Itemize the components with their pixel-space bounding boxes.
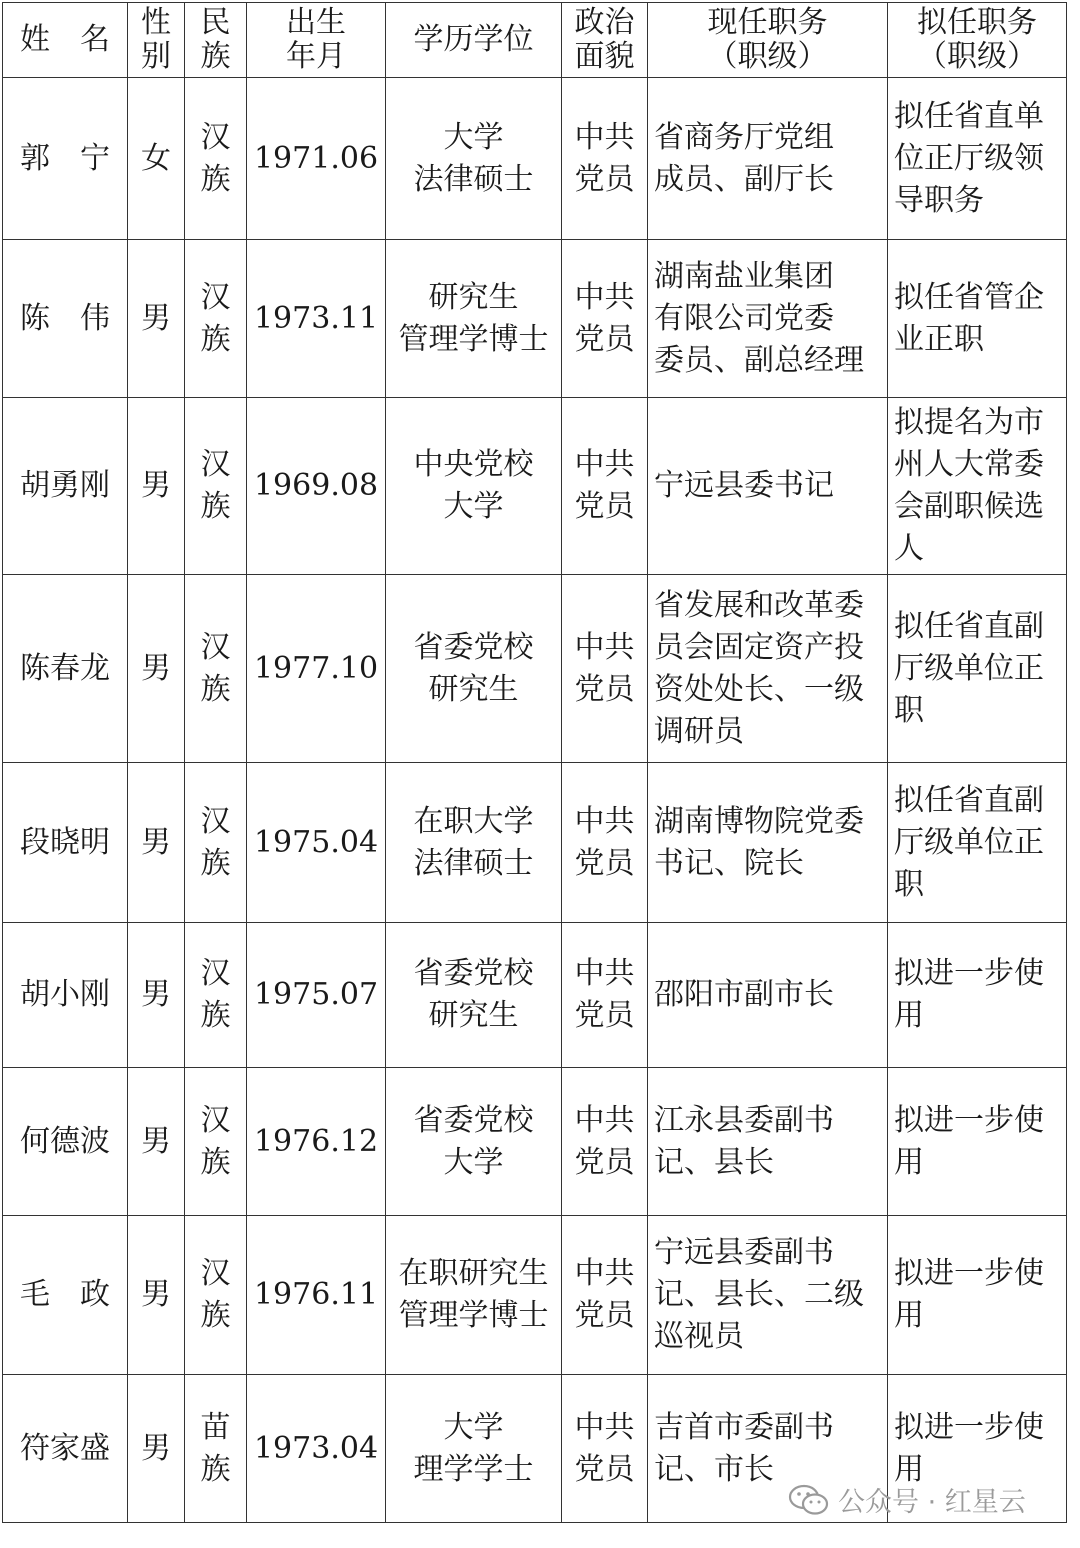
cell-line: 党员 <box>574 161 635 197</box>
cell-name <box>3 240 128 398</box>
cell-line: 党员 <box>574 321 635 357</box>
cell-line: 党员 <box>574 845 635 881</box>
cell-line: 拟任省直副 <box>894 782 1044 818</box>
cell-text: 男 <box>141 1277 171 1312</box>
cell-line: 族 <box>200 321 231 357</box>
cell-proposed <box>888 1216 1067 1375</box>
cell-text: 1976.12 <box>253 1123 379 1159</box>
cell-line: 邵阳市副市长 <box>654 977 834 1012</box>
cell-current <box>648 1216 888 1375</box>
cell-political <box>562 1068 648 1216</box>
cell-text: 1976.11 <box>253 1277 379 1312</box>
cell-name <box>3 78 128 240</box>
cell-line: 党员 <box>574 998 635 1033</box>
cell-ethnicity <box>185 763 247 923</box>
cell-education <box>386 763 562 923</box>
cell-birth <box>247 763 386 923</box>
cell-name <box>3 923 128 1068</box>
cell-ethnicity <box>185 1375 247 1523</box>
header-line: 拟任职务 <box>917 5 1037 40</box>
cell-line: 调研员 <box>654 713 744 749</box>
cell-line: 拟进一步使 <box>894 1102 1044 1138</box>
cell-line: 宁远县委书记 <box>654 468 834 503</box>
cell-ethnicity <box>185 78 247 240</box>
table-row <box>3 1068 1067 1216</box>
cell-line: 吉首市委副书 <box>654 1409 834 1445</box>
cell-line: 记、县长、二级 <box>654 1277 864 1312</box>
header-name <box>3 3 128 78</box>
cell-line: 中共 <box>574 447 635 482</box>
cell-proposed <box>888 1068 1067 1216</box>
cell-birth <box>247 1375 386 1523</box>
cell-line: 中共 <box>574 119 635 155</box>
cell-line: 族 <box>200 845 231 881</box>
cell-current <box>648 1068 888 1216</box>
cell-line: 宁远县委副书 <box>654 1235 834 1270</box>
cell-line: 族 <box>200 161 231 197</box>
cell-text: 1973.04 <box>253 1430 379 1466</box>
cell-education <box>386 1216 562 1375</box>
cell-line: 汉 <box>200 803 231 839</box>
cell-gender <box>128 923 185 1068</box>
header-line: 性 <box>141 5 171 40</box>
table-row <box>3 1216 1067 1375</box>
header-line: 出生 <box>286 5 346 40</box>
cell-text: 符家盛 <box>20 1430 110 1466</box>
cell-line: 厅级单位正 <box>894 824 1044 860</box>
cell-proposed <box>888 78 1067 240</box>
cell-text: 1973.11 <box>253 300 379 336</box>
table-row <box>3 398 1067 575</box>
cell-political <box>562 1375 648 1523</box>
cell-education <box>386 1375 562 1523</box>
cell-line: 拟任省直单 <box>894 98 1044 134</box>
cell-line: 理学学士 <box>413 1451 534 1487</box>
cell-line: 湖南博物院党委 <box>654 803 864 839</box>
cell-current <box>648 763 888 923</box>
header-line: 别 <box>141 39 171 74</box>
cell-line: 用 <box>894 1451 924 1487</box>
cell-line: 导职务 <box>894 182 984 218</box>
cell-line: 拟进一步使 <box>894 1256 1044 1291</box>
cell-line: 汉 <box>200 279 231 315</box>
cell-name <box>3 763 128 923</box>
cell-text: 男 <box>141 1430 171 1466</box>
cell-birth <box>247 575 386 763</box>
header-ethnicity <box>185 3 247 78</box>
cell-line: 大学 <box>443 489 504 524</box>
cell-line: 有限公司党委 <box>654 300 834 336</box>
watermark-text: 公众号 · 红星云 <box>838 1487 1026 1518</box>
cell-line: 族 <box>200 1451 231 1487</box>
cell-line: 党员 <box>574 1298 635 1333</box>
cell-ethnicity <box>185 1068 247 1216</box>
cell-line: 记、县长 <box>654 1144 774 1180</box>
cell-line: 记、市长 <box>654 1451 774 1487</box>
cell-line: 中共 <box>574 803 635 839</box>
header-line: 年月 <box>286 39 346 74</box>
cell-education <box>386 923 562 1068</box>
cell-line: 中央党校 <box>413 447 534 482</box>
cell-line: 委员、副总经理 <box>654 342 864 378</box>
cell-name <box>3 1216 128 1375</box>
cell-gender <box>128 763 185 923</box>
cell-line: 成员、副厅长 <box>654 161 834 197</box>
cell-text: 何德波 <box>20 1123 110 1159</box>
watermark <box>788 1480 1026 1519</box>
cell-ethnicity <box>185 398 247 575</box>
cell-line: 用 <box>894 998 924 1033</box>
cell-gender <box>128 78 185 240</box>
cell-proposed <box>888 240 1067 398</box>
cell-text: 1977.10 <box>253 650 379 686</box>
cell-text: 1975.04 <box>253 824 379 860</box>
cell-line: 资处处长、一级 <box>654 671 864 707</box>
cell-ethnicity <box>185 240 247 398</box>
header-line: 面貌 <box>574 39 635 74</box>
cell-line: 中共 <box>574 279 635 315</box>
cell-line: 党员 <box>574 489 635 524</box>
cell-political <box>562 398 648 575</box>
cell-line: 中共 <box>574 1102 635 1138</box>
cell-line: 汉 <box>200 1102 231 1138</box>
cell-education <box>386 398 562 575</box>
cell-text: 陈春龙 <box>20 650 110 686</box>
cell-line: 州人大常委 <box>894 447 1044 482</box>
cell-line: 员会固定资产投 <box>654 629 864 665</box>
cell-text: 男 <box>141 977 171 1012</box>
cell-line: 大学 <box>443 1144 504 1180</box>
header-row <box>3 3 1067 78</box>
cell-birth <box>247 78 386 240</box>
cell-line: 苗 <box>200 1409 231 1445</box>
cell-proposed <box>888 398 1067 575</box>
header-political <box>562 3 648 78</box>
cell-gender <box>128 240 185 398</box>
wechat-icon <box>788 1483 830 1517</box>
cell-political <box>562 575 648 763</box>
cell-birth <box>247 1068 386 1216</box>
cell-line: 党员 <box>574 671 635 707</box>
cell-ethnicity <box>185 923 247 1068</box>
cell-text: 陈 伟 <box>20 300 110 336</box>
cell-line: 汉 <box>200 119 231 155</box>
cell-birth <box>247 923 386 1068</box>
cell-line: 党员 <box>574 1144 635 1180</box>
cell-text: 男 <box>141 468 171 503</box>
cell-political <box>562 763 648 923</box>
cell-line: 大学 <box>443 1409 504 1445</box>
cell-line: 研究生 <box>428 998 519 1033</box>
table-row <box>3 240 1067 398</box>
cell-proposed <box>888 763 1067 923</box>
cell-political <box>562 240 648 398</box>
cell-text: 1971.06 <box>253 140 379 176</box>
cell-line: 族 <box>200 671 231 707</box>
cell-political <box>562 1216 648 1375</box>
cell-name <box>3 1068 128 1216</box>
cell-text: 毛 政 <box>20 1277 110 1312</box>
cell-gender <box>128 575 185 763</box>
cell-line: 用 <box>894 1144 924 1180</box>
cell-line: 族 <box>200 998 231 1033</box>
cell-name <box>3 1375 128 1523</box>
header-line: 民 <box>200 5 231 40</box>
cell-line: 拟进一步使 <box>894 956 1044 991</box>
cell-birth <box>247 1216 386 1375</box>
cell-line: 研究生 <box>428 671 519 707</box>
cell-birth <box>247 240 386 398</box>
cell-line: 江永县委副书 <box>654 1102 834 1138</box>
cell-political <box>562 923 648 1068</box>
cell-text: 男 <box>141 300 171 336</box>
header-line: 政治 <box>574 5 635 40</box>
cell-proposed <box>888 923 1067 1068</box>
header-line: （职级） <box>917 39 1037 74</box>
cell-name <box>3 575 128 763</box>
cell-text: 男 <box>141 650 171 686</box>
cell-current <box>648 398 888 575</box>
cell-line: 在职研究生 <box>398 1256 549 1291</box>
cell-line: 拟任省直副 <box>894 608 1044 644</box>
cell-text: 男 <box>141 1123 171 1159</box>
candidate-table <box>2 2 1067 1523</box>
header-current <box>648 3 888 78</box>
cell-line: 中共 <box>574 1256 635 1291</box>
cell-line: 管理学博士 <box>398 321 549 357</box>
cell-name <box>3 398 128 575</box>
cell-line: 中共 <box>574 1409 635 1445</box>
cell-gender <box>128 1375 185 1523</box>
cell-gender <box>128 398 185 575</box>
cell-line: 厅级单位正 <box>894 650 1044 686</box>
cell-line: 汉 <box>200 629 231 665</box>
header-line: 姓 名 <box>20 22 110 57</box>
cell-political <box>562 78 648 240</box>
cell-line: 拟提名为市 <box>894 405 1044 440</box>
cell-education <box>386 78 562 240</box>
cell-text: 胡勇刚 <box>20 468 110 503</box>
cell-text: 男 <box>141 824 171 860</box>
header-line: 学历学位 <box>413 22 534 57</box>
header-gender <box>128 3 185 78</box>
cell-gender <box>128 1068 185 1216</box>
cell-text: 女 <box>141 140 171 176</box>
cell-ethnicity <box>185 575 247 763</box>
cell-line: 省委党校 <box>413 629 534 665</box>
cell-line: 职 <box>894 866 924 902</box>
cell-line: 省商务厅党组 <box>654 119 834 155</box>
cell-line: 汉 <box>200 1256 231 1291</box>
cell-line: 拟任省管企 <box>894 279 1044 315</box>
cell-gender <box>128 1216 185 1375</box>
table-row <box>3 575 1067 763</box>
cell-line: 业正职 <box>894 321 984 357</box>
cell-line: 省委党校 <box>413 956 534 991</box>
cell-line: 研究生 <box>428 279 519 315</box>
cell-line: 族 <box>200 1298 231 1333</box>
table-row <box>3 923 1067 1068</box>
cell-current <box>648 923 888 1068</box>
cell-line: 省发展和改革委 <box>654 587 864 623</box>
cell-text: 段晓明 <box>20 824 110 860</box>
cell-line: 中共 <box>574 956 635 991</box>
cell-text: 1975.07 <box>253 977 379 1012</box>
cell-line: 人 <box>894 531 924 566</box>
header-line: 现任职务 <box>707 5 828 40</box>
table-row <box>3 763 1067 923</box>
header-line: （职级） <box>707 39 828 74</box>
cell-line: 党员 <box>574 1451 635 1487</box>
cell-current <box>648 575 888 763</box>
cell-line: 位正厅级领 <box>894 140 1044 176</box>
cell-line: 省委党校 <box>413 1102 534 1138</box>
cell-proposed <box>888 575 1067 763</box>
cell-line: 大学 <box>443 119 504 155</box>
header-education <box>386 3 562 78</box>
cell-text: 1969.08 <box>253 468 379 503</box>
cell-line: 法律硕士 <box>413 161 534 197</box>
cell-ethnicity <box>185 1216 247 1375</box>
cell-line: 族 <box>200 1144 231 1180</box>
cell-line: 职 <box>894 692 924 728</box>
cell-line: 会副职候选 <box>894 489 1044 524</box>
cell-text: 胡小刚 <box>20 977 110 1012</box>
cell-line: 在职大学 <box>413 803 534 839</box>
cell-education <box>386 1068 562 1216</box>
header-proposed <box>888 3 1067 78</box>
cell-line: 汉 <box>200 447 231 482</box>
cell-education <box>386 240 562 398</box>
table-row <box>3 78 1067 240</box>
cell-current <box>648 78 888 240</box>
cell-line: 巡视员 <box>654 1319 744 1354</box>
cell-text: 郭 宁 <box>20 140 110 176</box>
cell-line: 族 <box>200 489 231 524</box>
cell-line: 书记、院长 <box>654 845 804 881</box>
cell-line: 法律硕士 <box>413 845 534 881</box>
cell-education <box>386 575 562 763</box>
cell-line: 汉 <box>200 956 231 991</box>
header-birth <box>247 3 386 78</box>
cell-current <box>648 240 888 398</box>
cell-line: 中共 <box>574 629 635 665</box>
cell-line: 湖南盐业集团 <box>654 258 834 294</box>
cell-line: 用 <box>894 1298 924 1333</box>
cell-line: 拟进一步使 <box>894 1409 1044 1445</box>
cell-birth <box>247 398 386 575</box>
header-line: 族 <box>200 39 231 74</box>
cell-line: 管理学博士 <box>398 1298 549 1333</box>
